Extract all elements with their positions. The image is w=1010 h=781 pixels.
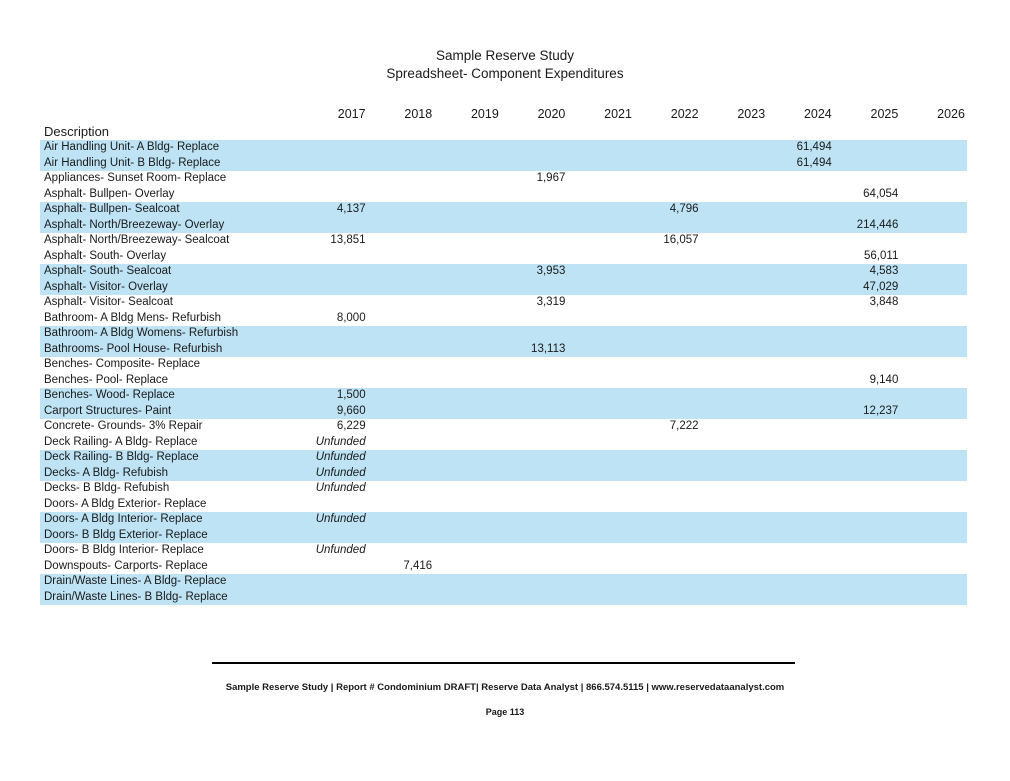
title-block	[0, 47, 1010, 83]
cell-2017: 9,660	[336, 404, 366, 417]
row-label: Appliances- Sunset Room- Replace	[44, 172, 227, 184]
description-header: Description	[44, 124, 110, 139]
table-row	[40, 264, 967, 280]
row-label: Asphalt- Visitor- Sealcoat	[44, 296, 173, 308]
cell-2017: 4,137	[336, 203, 366, 215]
year-header-2023: 2023	[737, 107, 766, 121]
year-header-2025: 2025	[870, 107, 899, 121]
row-label: Concrete- Grounds- 3% Repair	[44, 420, 203, 432]
table-row	[40, 450, 967, 466]
table-row	[40, 574, 967, 590]
cell-2022: 4,796	[669, 203, 699, 215]
table-row	[40, 187, 967, 203]
table-row	[40, 342, 967, 358]
year-header-2026: 2026	[937, 107, 965, 121]
cell-2022: 7,222	[669, 420, 699, 432]
cell-2025: 12,237	[863, 404, 899, 417]
cell-2020: 13,113	[531, 342, 566, 355]
table-row	[40, 497, 967, 513]
sheet	[40, 102, 967, 605]
row-label: Bathroom- A Bldg Mens- Refurbish	[44, 311, 222, 324]
table-row	[40, 171, 967, 187]
report-title: Sample Reserve Study	[435, 48, 575, 63]
year-header-2017: 2017	[337, 107, 366, 121]
cell-2025: 214,446	[856, 218, 899, 231]
table-row	[40, 357, 967, 373]
row-label: Deck Railing- B Bldg- Replace	[44, 451, 199, 463]
cell-2022: 16,057	[663, 234, 699, 246]
cell-2017: 8,000	[336, 311, 366, 324]
year-header-2021: 2021	[604, 107, 632, 121]
row-label: Drain/Waste Lines- B Bldg- Replace	[44, 590, 228, 603]
table-row	[40, 233, 967, 249]
row-label: Air Handling Unit- B Bldg- Replace	[44, 156, 221, 169]
row-label: Asphalt- North/Breezeway- Overlay	[44, 218, 225, 231]
table-row	[40, 590, 967, 606]
table-row	[40, 559, 967, 575]
cell-2017: 6,229	[336, 420, 366, 432]
table-row	[40, 435, 967, 451]
table-row	[40, 295, 967, 311]
footer-rule	[212, 662, 795, 664]
cell-2017: 1,500	[336, 389, 366, 401]
row-label: Doors- A Bldg Exterior- Replace	[44, 497, 207, 510]
cell-2017: Unfunded	[315, 482, 366, 494]
row-label: Benches- Pool- Replace	[44, 373, 169, 386]
cell-2017: Unfunded	[315, 513, 366, 525]
table-row	[40, 326, 967, 342]
row-label: Drain/Waste Lines- A Bldg- Replace	[44, 575, 227, 587]
report-subtitle: Spreadsheet- Component Expenditures	[386, 66, 624, 81]
table-row	[40, 373, 967, 389]
year-header-2022: 2022	[670, 107, 699, 121]
table-row	[40, 249, 967, 265]
row-label: Decks- A Bldg- Refubish	[44, 466, 169, 479]
table-row	[40, 404, 967, 420]
cell-2025: 56,011	[864, 249, 899, 262]
cell-2020: 3,319	[536, 296, 566, 308]
row-label: Asphalt- Bullpen- Overlay	[44, 187, 175, 200]
row-label: Doors- B Bldg Exterior- Replace	[44, 528, 208, 541]
table-row	[40, 481, 967, 497]
cell-2018: 7,416	[403, 559, 433, 572]
cell-2025: 9,140	[869, 373, 899, 386]
table-row	[40, 543, 967, 559]
year-header-2020: 2020	[537, 107, 566, 121]
row-label: Asphalt- North/Breezeway- Sealcoat	[44, 234, 230, 246]
table-row	[40, 280, 967, 296]
table-row	[40, 140, 967, 156]
table-row	[40, 466, 967, 482]
cell-2025: 3,848	[869, 296, 899, 308]
row-label: Deck Railing- A Bldg- Replace	[44, 435, 198, 448]
table-row	[40, 218, 967, 234]
cell-2020: 3,953	[536, 265, 566, 277]
row-label: Asphalt- Visitor- Overlay	[44, 280, 168, 293]
row-label: Decks- B Bldg- Refubish	[44, 482, 170, 494]
table-row	[40, 512, 967, 528]
cell-2020: 1,967	[536, 172, 566, 184]
cell-2017: Unfunded	[315, 435, 366, 448]
row-label: Bathrooms- Pool House- Refurbish	[44, 342, 223, 355]
table-row	[40, 156, 967, 172]
cell-2017: Unfunded	[315, 544, 366, 556]
year-header-2024: 2024	[803, 107, 832, 121]
table-row	[40, 311, 967, 327]
row-label: Benches- Wood- Replace	[44, 389, 175, 401]
cell-2024: 61,494	[796, 156, 832, 169]
page-number: Page 113	[485, 707, 525, 717]
row-label: Doors- A Bldg Interior- Replace	[44, 513, 203, 525]
cell-2025: 64,054	[863, 187, 899, 200]
row-label: Asphalt- South- Sealcoat	[44, 265, 172, 277]
cell-2017: 13,851	[330, 234, 366, 246]
row-label: Downspouts- Carports- Replace	[44, 559, 208, 572]
cell-2025: 4,583	[869, 265, 899, 277]
table-row	[40, 388, 967, 404]
year-header-2019: 2019	[470, 107, 499, 121]
row-label: Bathroom- A Bldg Womens- Refurbish	[44, 327, 239, 339]
cell-2017: Unfunded	[315, 466, 366, 479]
row-label: Asphalt- Bullpen- Sealcoat	[44, 203, 180, 215]
table-row	[40, 202, 967, 218]
table-body	[40, 140, 967, 605]
cell-2017: Unfunded	[315, 451, 366, 463]
year-header-row	[40, 102, 967, 121]
row-label: Doors- B Bldg Interior- Replace	[44, 544, 204, 556]
footer-info: Sample Reserve Study | Report # Condominium DRAFT| Reserve Data Analyst | 866.574.5115 | www.reservedataanalyst.com	[225, 682, 785, 693]
table-row	[40, 419, 967, 435]
row-label: Asphalt- South- Overlay	[44, 249, 167, 262]
year-header-2018: 2018	[404, 107, 433, 121]
row-label: Carport Structures- Paint	[44, 404, 172, 417]
table-row	[40, 528, 967, 544]
row-label: Air Handling Unit- A Bldg- Replace	[44, 141, 220, 153]
cell-2024: 61,494	[796, 141, 832, 153]
row-label: Benches- Composite- Replace	[44, 358, 200, 370]
cell-2025: 47,029	[863, 280, 899, 293]
